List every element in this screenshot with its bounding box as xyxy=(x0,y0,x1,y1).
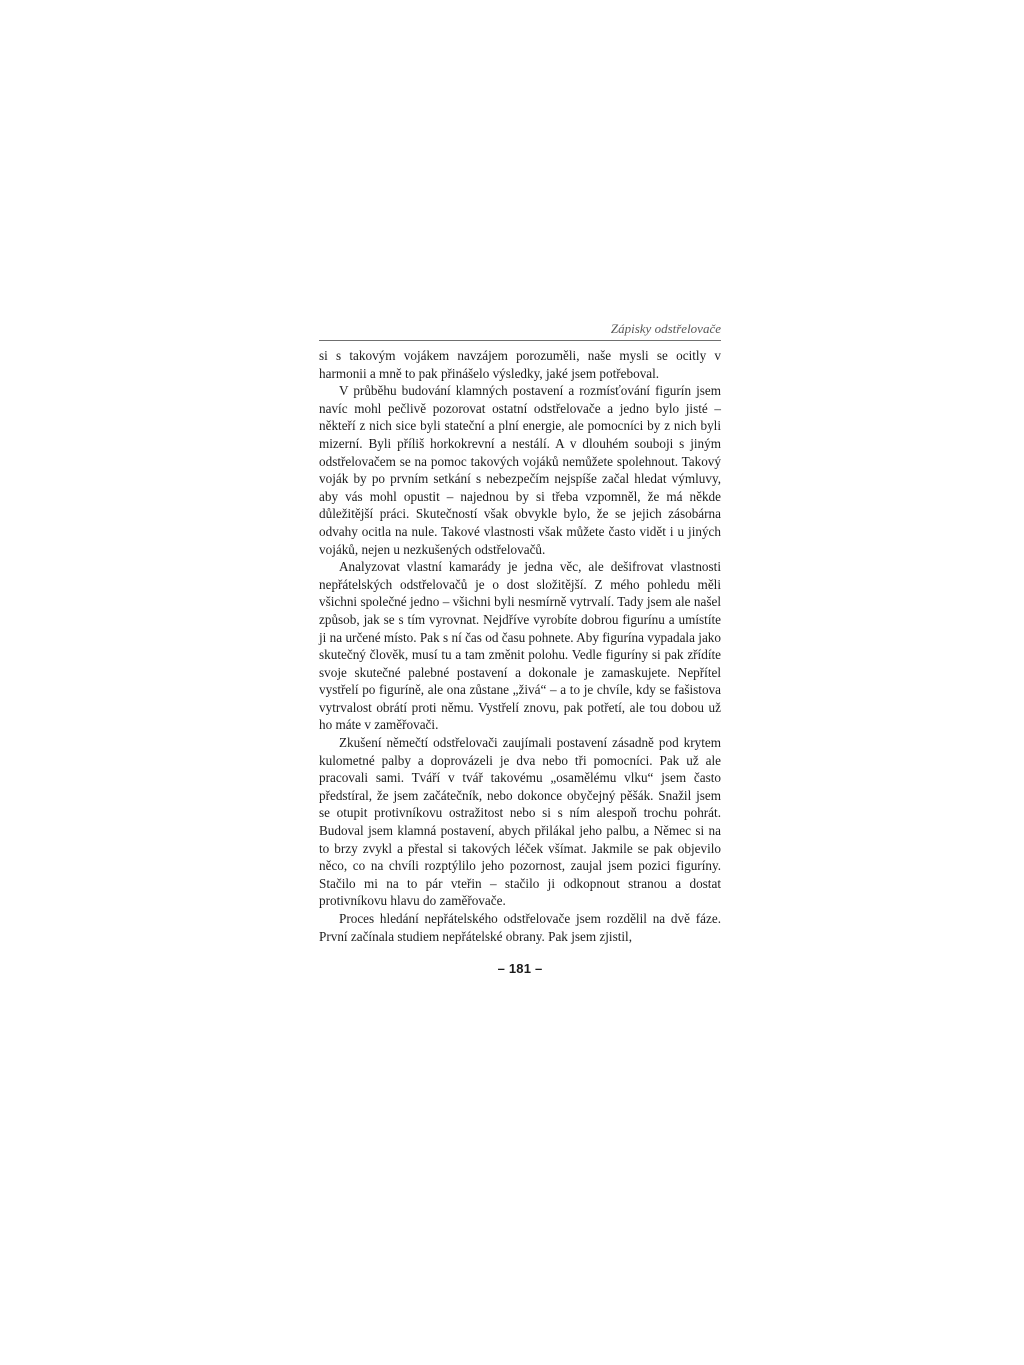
running-header: Zápisky odstřelovače xyxy=(319,320,721,341)
paragraph-1: si s takovým vojákem navzájem porozuměli, naše mysli se ocitly v harmonii a mně to pak přinášelo výsledky, jaké jsem potřeboval. xyxy=(319,348,721,381)
book-page xyxy=(319,320,721,976)
paragraph-4: Zkušení němečtí odstřelovači zaujímali postavení zásadně pod krytem kulometné palby a doprovázeli je dva nebo tři pomocníci. Pak už ale pracovali sami. Tváří v tvář takovému „osamělému vlku“ jsem často předstíral, že jsem začátečník, nebo dokonce obyčejný pěšák. Snažil jsem se otupit protivníkovu ostražitost nebo si s ním alespoň trochu pohrát. Budoval jsem klamná postavení, abych přilákal jeho palbu, a Němec si na to brzy zvykl a přestal si takových léček všímat. Jakmile se pak objevilo něco, co na chvíli rozptýlilo jeho pozornost, zaujal jsem pozici figuríny. Stačilo mi na to pár vteřin – stačilo ji odkopnout stranou a dostat protivníkovu hlavu do zaměřovače. xyxy=(319,735,721,909)
paragraph-5: Proces hledání nepřátelského odstřelovače jsem rozdělil na dvě fáze. První začínala studiem nepřátelské obrany. Pak jsem zjistil, xyxy=(319,911,721,944)
paragraph-2: V průběhu budování klamných postavení a rozmísťování figurín jsem navíc mohl pečlivě pozorovat ostatní odstřelovače a jedno bylo jisté – někteří z nich sice byli stateční a plní energie, ale pomocníci by z nich byli mizerní. Byli příliš horkokrevní a nestálí. A v dlouhém souboji s jiným odstřelovačem se na pomoc takových vojáků nemůžete spolehnout. Takový voják by po prvním setkání s nebezpečím nejspíše začal hledat výmluvy, aby vás mohl opustit – najednou by si třeba vzpomněl, že má někde důležitější práci. Skutečností však obvykle bylo, že se jejich zásobárna odvahy ocitla na nule. Takové vlastnosti však můžete často vidět i u jiných vojáků, nejen u nezkušených odstřelovačů. xyxy=(319,383,721,557)
page-number: – 181 – xyxy=(497,961,543,977)
paragraph-3: Analyzovat vlastní kamarády je jedna věc, ale dešifrovat vlastnosti nepřátelských odstřelovačů je o dost složitější. Z mého pohledu měli všichni společné jedno – všichni byli nesmírně vytrvalí. Tady jsem ale našel způsob, jak se s tím vyrovnat. Nejdříve vyrobíte dobrou figurínu a umístíte ji na určené místo. Pak s ní čas od času pohnete. Aby figurína vypadala jako skutečný člověk, musí tu a tam změnit polohu. Vedle figuríny si pak zřídíte svoje skutečné palebné postavení a dokonale je zamaskujete. Nepřítel vystřelí po figuríně, ale ona zůstane „živá“ – a to je chvíle, kdy se fašistova vytrvalost obrátí proti němu. Vystřelí znovu, pak potřetí, ale tou dobou už ho máte v zaměřovači. xyxy=(319,559,721,733)
body-text xyxy=(319,347,721,945)
